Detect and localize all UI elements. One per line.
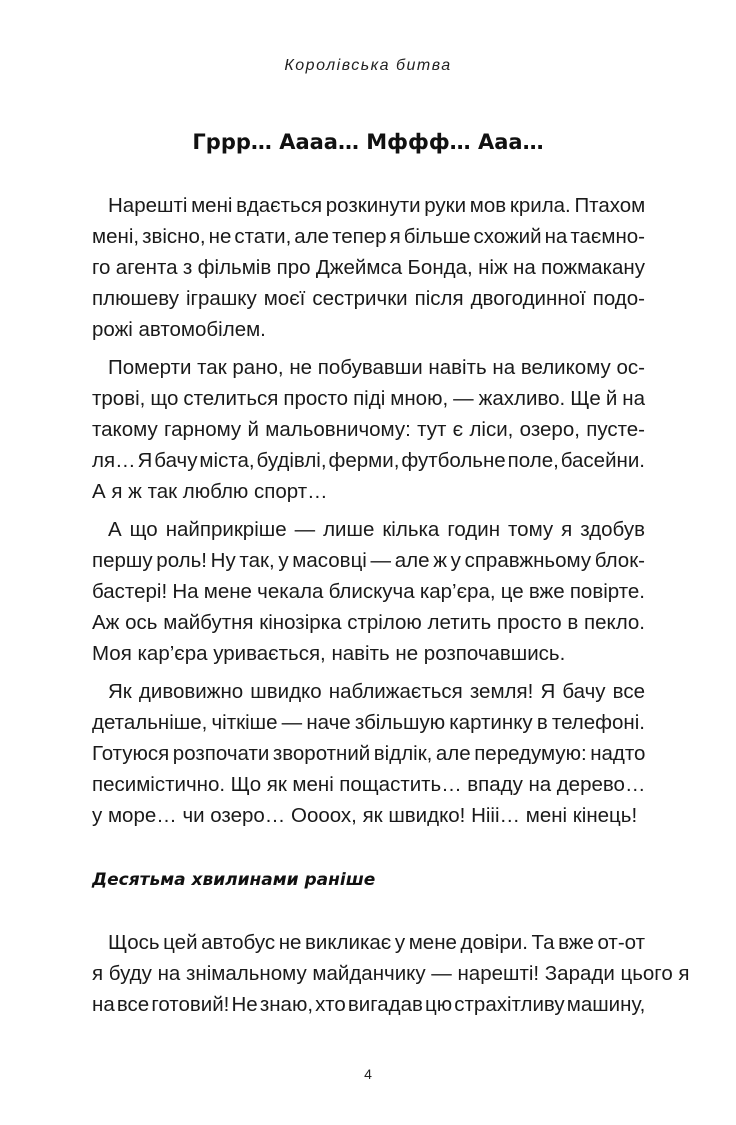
- text-section-2: [92, 927, 690, 1027]
- text-line: рожі автомобілем.: [92, 318, 266, 341]
- text-line: бастері! На мене чекала блискуча кар’єра, це вже повірте.: [92, 580, 645, 603]
- paragraph: [92, 676, 645, 831]
- text-line: мені, звісно, не стати, але тепер я більше схожий на таємно-: [92, 225, 645, 248]
- text-line: на все готовий! Не знаю, хто вигадав цю страхітливу машину,: [92, 993, 646, 1016]
- text-line: Як дивовижно швидко наближається земля! Я бачу все: [108, 680, 645, 703]
- text-section-1: [92, 190, 645, 838]
- text-line: го агента з фільмів про Джеймса Бонда, ніж на пожмакану: [92, 256, 645, 279]
- text-line: А я ж так люблю спорт…: [92, 480, 328, 503]
- text-line: А що найприкріше — лише кілька годин тому я здобув: [108, 518, 645, 541]
- text-line: песимістично. Що як мені пощастить… впаду на дерево…: [92, 773, 646, 796]
- text-line: такому гарному й мальовничому: тут є ліси, озеро, пусте-: [92, 418, 645, 441]
- text-line: плюшеву іграшку моєї сестрички після двогодинної подо-: [92, 287, 645, 310]
- section-subheading: Десятьма хвилинами раніше: [92, 870, 376, 890]
- paragraph: [92, 927, 690, 1020]
- text-line: трові, що стелиться просто піді мною, — жахливо. Ще й на: [92, 387, 645, 410]
- chapter-title: Гррр… Аааа… Мффф… Ааа…: [192, 130, 544, 154]
- text-line: Щось цей автобус не викликає у мене довіри. Та вже от-от: [108, 931, 645, 954]
- paragraph: [92, 514, 645, 669]
- text-line: Моя кар’єра уривається, навіть не розпочавшись.: [92, 642, 566, 665]
- text-line: Нарешті мені вдається розкинути руки мов крила. Птахом: [108, 194, 646, 217]
- text-line: Померти так рано, не побувавши навіть на великому ос-: [108, 356, 645, 379]
- paragraph: [92, 190, 645, 345]
- running-header: Королівська битва: [284, 57, 452, 74]
- paragraph: [92, 352, 645, 507]
- text-line: ля… Я бачу міста, будівлі, ферми, футбольне поле, басейни.: [92, 449, 645, 472]
- text-line: Готуюся розпочати зворотний відлік, але передумую: надто: [92, 742, 646, 765]
- text-line: у море… чи озеро… Оооох, як швидко! Нііі… мені кінець!: [92, 804, 638, 827]
- text-line: я буду на знімальному майданчику — нарешті! Заради цього я: [92, 962, 690, 985]
- text-line: детальніше, чіткіше — наче збільшую картинку в телефоні.: [92, 711, 645, 734]
- text-line: першу роль! Ну так, у масовці — але ж у справжньому блок-: [92, 549, 645, 572]
- text-line: Аж ось майбутня кінозірка стрілою летить просто в пекло.: [92, 611, 645, 634]
- page-number: 4: [364, 1066, 372, 1082]
